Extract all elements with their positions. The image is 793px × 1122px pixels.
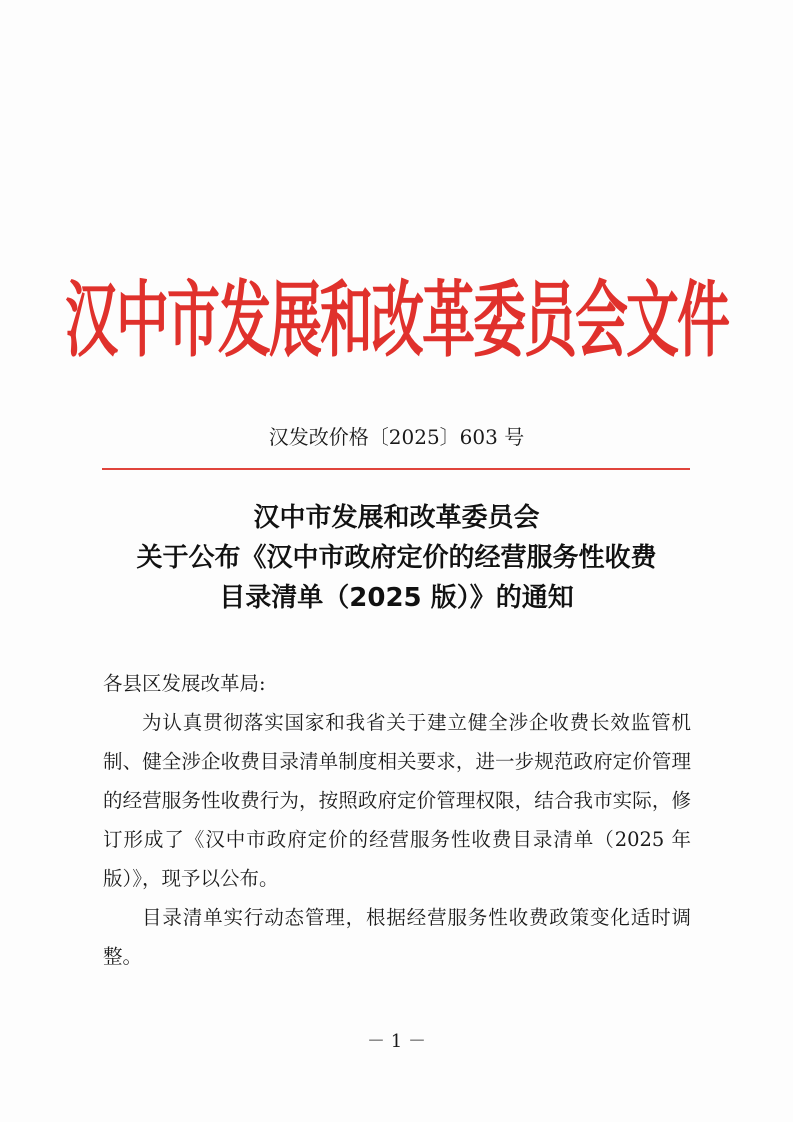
title-line-3: 目录清单（2025 版）》的通知	[219, 583, 574, 613]
notice-body	[103, 664, 691, 976]
issuer-header: 汉中市发展和改革委员会文件	[65, 273, 728, 369]
body-paragraph-2: 目录清单实行动态管理，根据经营服务性收费政策变化适时调整。	[103, 906, 691, 968]
title-line-1: 汉中市发展和改革委员会	[253, 503, 540, 533]
red-divider-line	[102, 468, 690, 470]
document-number: 汉发改价格〔2025〕603 号	[268, 425, 525, 449]
salutation: 各县区发展改革局:	[103, 672, 266, 695]
page-number: － 1 －	[367, 1031, 426, 1052]
body-paragraph-1: 为认真贯彻落实国家和我省关于建立健全涉企收费长效监管机制、健全涉企收费目录清单制度相关要求，进一步规范政府定价管理的经营服务性收费行为，按照政府定价管理权限，结合我市实际，修订形成了《汉中市政府定价的经营服务性收费目录清单（2025 年版）》，现予以公布。	[103, 711, 691, 890]
title-line-2: 关于公布《汉中市政府定价的经营服务性收费	[136, 543, 657, 573]
notice-title	[0, 498, 793, 618]
